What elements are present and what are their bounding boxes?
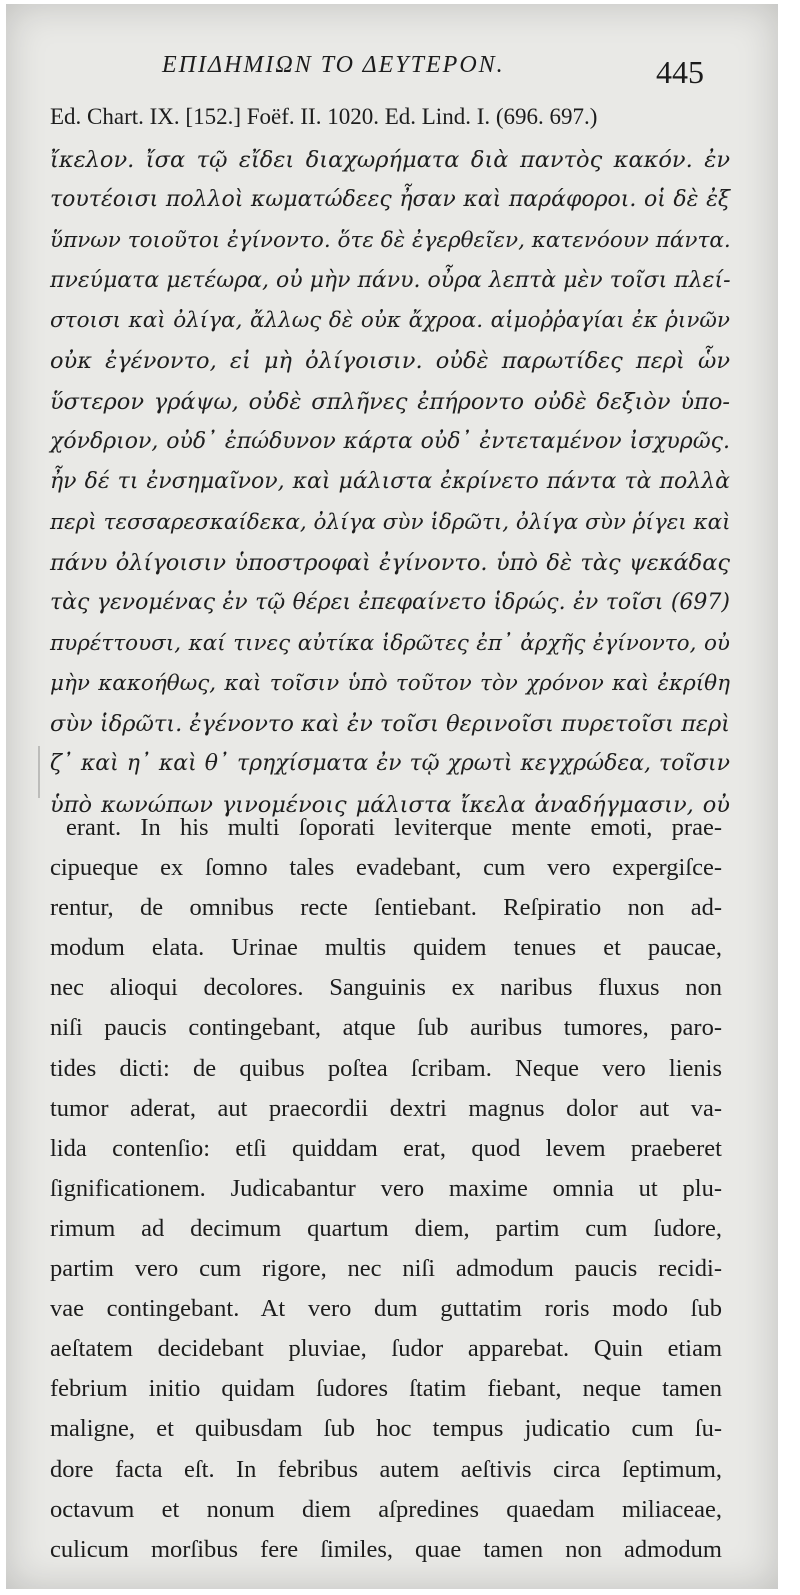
greek-line: ὑπὸ κωνώπων γινομένοις μάλιστα ἴκελα ἀναδήγμασιν, οὐ: [50, 791, 730, 818]
greek-line: ἴκελον. ἴσα τῷ εἴδει διαχωρήματα διὰ παντὸς κακόν. ἐν: [50, 147, 730, 173]
running-head: ΕΠΙΔΗΜΙΩΝ ΤΟ ΔΕΥΤΕΡΟΝ.: [162, 52, 505, 78]
latin-line: aeſtatem decidebant pluviae, ſudor apparebat. Quin etiam: [50, 1335, 722, 1363]
latin-line: culicum morſibus fere ſimiles, quae tamen non admodum: [50, 1535, 722, 1563]
greek-text-block: [50, 140, 730, 825]
latin-line: partim vero cum rigore, nec niſi admodum paucis recidi-: [50, 1255, 722, 1283]
latin-line: tumor aderat, aut praecordii dextri magnus dolor aut va-: [50, 1094, 722, 1122]
page-edge: [778, 0, 800, 1595]
latin-text-block: [50, 808, 722, 1570]
greek-line: οὐκ ἐγένοντο, εἰ μὴ ὀλίγοισιν. οὐδὲ παρωτίδες περὶ ὧν: [50, 348, 730, 375]
greek-line: ὕπνων τοιοῦτοι ἐγίνοντο. ὅτε δὲ ἐγερθεῖεν, κατενόουν πάντα.: [50, 227, 731, 253]
greek-line: περὶ τεσσαρεσκαίδεκα, ὀλίγα σὺν ἱδρῶτι, ὀλίγα σὺν ῥίγει καὶ: [50, 509, 731, 535]
greek-line: πνεύματα μετέωρα, οὐ μὴν πάνυ. οὖρα λεπτὰ μὲν τοῖσι πλεί-: [50, 267, 731, 293]
latin-line: lida contenſio: etſi quiddam erat, quod levem praeberet: [50, 1134, 722, 1162]
greek-line: μὴν κακοήθως, καὶ τοῖσιν ὑπὸ τοῦτον τὸν χρόνον καὶ ἐκρίθη: [50, 670, 730, 696]
latin-line: rimum ad decimum quartum diem, partim cum ſudore,: [50, 1214, 722, 1242]
edition-reference-line: Ed. Chart. IX. [152.] Foëf. II. 1020. Ed. Lind. I. (696. 697.): [50, 104, 598, 129]
greek-line: στοισι καὶ ὀλίγα, ἄλλως δὲ οὐκ ἄχροα. αἱμοῤῥαγίαι ἐκ ῥινῶν: [50, 308, 730, 334]
page-number: 445: [656, 54, 704, 90]
greek-line: ἦν δέ τι ἐνσημαῖνον, καὶ μάλιστα ἐκρίνετο πάντα τὰ πολλὰ: [50, 469, 730, 495]
latin-line: modum elata. Urinae multis quidem tenues et paucae,: [50, 934, 722, 962]
latin-line: rentur, de omnibus recte ſentiebant. Reſpiratio non ad-: [50, 894, 722, 922]
greek-line: πάνυ ὀλίγοισιν ὑποστροφαὶ ἐγίνοντο. ὑπὸ δὲ τὰς ψεκάδας: [50, 549, 730, 576]
latin-line: maligne, et quibusdam ſub hoc tempus judicatio cum ſu-: [50, 1415, 722, 1443]
greek-line: πυρέττουσι, καί τινες αὐτίκα ἱδρῶτες ἐπ᾽ ἀρχῆς ἐγίνοντο, οὐ: [50, 630, 730, 656]
latin-line: dore facta eſt. In febribus autem aeſtivis circa ſeptimum,: [50, 1455, 722, 1483]
latin-line: nec alioqui decolores. Sanguinis ex naribus fluxus non: [50, 974, 722, 1002]
greek-line: τὰς γενομένας ἐν τῷ θέρει ἐπεφαίνετο ἱδρώς. ἐν τοῖσι (697): [50, 590, 730, 616]
greek-line: τουτέοισι πολλοὶ κωματώδεες ἦσαν καὶ παράφοροι. οἱ δὲ ἐξ: [50, 187, 730, 213]
latin-line: ſignificationem. Judicabantur vero maxime omnia ut plu-: [50, 1174, 722, 1202]
margin-mark: [38, 746, 40, 798]
latin-line: erant. In his multi ſoporati leviterque mente emoti, prae-: [66, 814, 722, 841]
latin-line: vae contingebant. At vero dum guttatim roris modo ſub: [50, 1295, 722, 1323]
greek-line: σὺν ἱδρῶτι. ἐγένοντο καὶ ἐν τοῖσι θερινοῖσι πυρετοῖσι περὶ: [50, 711, 730, 738]
latin-line: febrium initio quidam ſudores ſtatim fiebant, neque tamen: [50, 1375, 722, 1403]
greek-line: ὕστερον γράψω, οὐδὲ σπλῆνες ἐπήροντο οὐδὲ δεξιὸν ὑπο-: [50, 388, 730, 415]
greek-line: ζ᾽ καὶ η᾽ καὶ θ᾽ τρηχίσματα ἐν τῷ χρωτὶ κεγχρώδεα, τοῖσιν: [50, 751, 730, 777]
latin-line: tides dicti: de quibus poſtea ſcribam. Neque vero lienis: [50, 1054, 722, 1082]
latin-line: niſi paucis contingebant, atque ſub auribus tumores, paro-: [50, 1014, 722, 1042]
latin-line: octavum et nonum diem aſpredines quaedam miliaceae,: [50, 1495, 722, 1523]
greek-line: χόνδριον, οὐδ᾽ ἐπώδυνον κάρτα οὐδ᾽ ἐντεταμένον ἰσχυρῶς.: [50, 429, 730, 455]
latin-line: cipueque ex ſomno tales evadebant, cum vero expergiſce-: [50, 854, 722, 882]
